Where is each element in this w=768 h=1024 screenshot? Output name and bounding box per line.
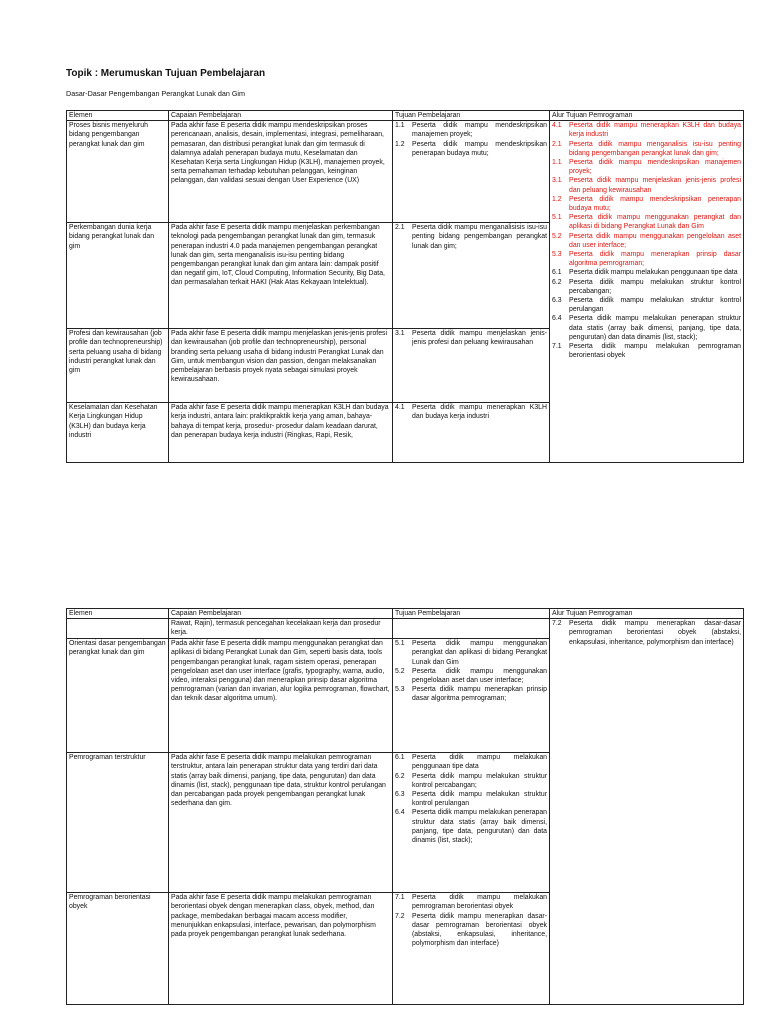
item-text: Peserta didik mampu menerapkan K3LH dan budaya kerja industri — [569, 122, 741, 139]
tujuan-item — [395, 790, 547, 808]
page-1 — [0, 0, 768, 510]
cell-tujuan — [393, 329, 550, 403]
item-number: 5.1 — [395, 640, 405, 648]
cell-capaian: Pada akhir fase E peserta didik mampu mendeskripsikan proses perencanaan, analisis, desain, implementasi, integrasi, pemeliharaan, pemasaran, dan distribusi perangkat lunak dan gim termasuk di dalamnya adalah penerapan budaya mutu, Keselamatan dan Kesehatan Kerja serta Lingkungan Hidup (K3LH), manajemen proyek, serta pemahaman terhadap kebutuhan pelanggan, keinginan pelanggan, dan validasi sesuai dengan User Experience (UX) — [169, 121, 393, 223]
item-text: Peserta didik mampu mendeskripsikan manajemen proyek; — [412, 122, 547, 139]
page-subtitle: Dasar-Dasar Pengembangan Perangkat Lunak dan Gim — [66, 89, 245, 98]
tujuan-item — [395, 121, 547, 139]
tujuan-item — [395, 772, 547, 790]
cell-capaian: Rawat, Rajin), termasuk pencegahan kecelakaan kerja dan prosedur kerja. — [169, 619, 393, 639]
cell-elemen: Proses bisnis menyeluruh bidang pengembangan perangkat lunak dan gim — [67, 121, 169, 223]
tujuan-item — [395, 329, 547, 347]
item-text: Peserta didik mampu melakukan struktur kontrol percabangan; — [569, 278, 741, 295]
item-text: Peserta didik mampu menggunakan perangkat dan aplikasi di bidang Perangkat Lunak dan Gim — [412, 640, 547, 666]
cell-capaian: Pada akhir fase E peserta didik mampu menerapkan K3LH dan budaya kerja industri, antara lain: praktikpraktik kerja yang aman, bahaya-bahaya di tempat kerja, prosedur- prosedur dalam keadaan darurat, dan penerapan budaya kerja industri (Ringkas, Rapi, Resik, — [169, 403, 393, 463]
tujuan-item — [395, 140, 547, 158]
alur-item — [552, 140, 741, 158]
item-text: Peserta didik mampu melakukan struktur kontrol perulangan — [412, 791, 547, 808]
cell-tujuan — [393, 223, 550, 329]
item-text: Peserta didik mampu melakukan penerapan struktur data statis (array baik dimensi, panjang, tipe data, pengurutan) dan data dinamis (list, stack); — [569, 315, 741, 341]
alur-item — [552, 176, 741, 194]
item-number: 5.2 — [395, 667, 405, 675]
alur-item — [552, 268, 741, 277]
item-text: Peserta didik mampu menerapkan prinsip dasar algoritma pemrograman; — [412, 686, 547, 703]
item-text: Peserta didik mampu melakukan penggunaan tipe data — [569, 269, 738, 277]
tujuan-item — [395, 912, 547, 949]
item-text: Peserta didik mampu menerapkan dasar-dasar pemrograman berorientasi obyek (abstaksi, enkapsulasi, inheritance, polymorphism dan interface) — [569, 620, 741, 646]
item-text: Peserta didik mampu melakukan struktur kontrol percabangan; — [412, 772, 547, 789]
item-text: Peserta didik mampu melakukan pemrograman berorientasi obyek — [569, 343, 741, 360]
page-2 — [0, 598, 768, 1024]
tujuan-item — [395, 808, 547, 845]
header-elemen: Elemen — [67, 609, 169, 619]
item-number: 6.4 — [395, 809, 405, 817]
item-number: 7.1 — [395, 894, 405, 902]
cell-elemen: Pemrograman terstruktur — [67, 753, 169, 893]
page-title: Topik : Merumuskan Tujuan Pembelajaran — [66, 68, 266, 79]
item-text: Peserta didik mampu melakukan pemrograman berorientasi obyek — [412, 894, 547, 911]
cell-capaian: Pada akhir fase E peserta didik mampu menjelaskan perkembangan teknologi pada pengembangan perangkat lunak dan gim, termasuk penerapan industri 4.0 pada manajemen pengembangan perangkat lunak dan gim, serta menganalisis isu-isu penting bidang pengembangan perangkat lunak dan gim antara lain: dampak positif dan negatif gim, IoT, Cloud Computing, Information Security, Big Data, dan permasalahan terkait HAKI (Hak Atas Kekayaan Intelektual). — [169, 223, 393, 329]
item-number: 4.1 — [552, 122, 562, 130]
alur-item — [552, 213, 741, 231]
item-text: Peserta didik mampu menganalisis isu-isu penting bidang pengembangan perangkat lunak dan gim; — [569, 140, 741, 157]
table-row — [67, 121, 744, 223]
item-number: 5.3 — [552, 251, 562, 259]
alur-item — [552, 195, 741, 213]
item-text: Peserta didik mampu menganalisisis isu-isu penting bidang pengembangan perangkat lunak dan gim; — [412, 224, 547, 250]
item-number: 6.3 — [395, 791, 405, 799]
item-number: 1.2 — [552, 195, 562, 203]
item-number: 3.1 — [552, 177, 562, 185]
item-number: 1.2 — [395, 140, 405, 148]
item-number: 6.3 — [552, 297, 562, 305]
alur-item — [552, 342, 741, 360]
item-text: Peserta didik mampu menggunakan perangkat dan aplikasi di bidang Perangkat Lunak dan Gim — [569, 214, 741, 231]
item-text: Peserta didik mampu menerapkan dasar-dasar pemrograman berorientasi obyek (abstaksi, enkapsulasi, inheritance, polymorphism dan interface) — [412, 912, 547, 948]
alur-item — [552, 619, 741, 647]
cell-elemen: Perkembangan dunia kerja bidang perangkat lunak dan gim — [67, 223, 169, 329]
header-alur: Alur Tujuan Pemrograman — [550, 111, 744, 121]
item-number: 7.2 — [552, 620, 562, 628]
item-number: 6.1 — [395, 754, 405, 762]
cell-capaian: Pada akhir fase E peserta didik mampu menjelaskan jenis-jenis profesi dan kewirausahan (job profile dan technopreneurship), personal branding serta peluang usaha di bidang industri Perangkat Lunak dan Gim, untuk membangun vision dan passion, dengan melaksanakan pembelajaran berbasis proyek nyata sebagai simulasi proyek kewirausahaan. — [169, 329, 393, 403]
cell-elemen: Pemrograman berorientasi obyek — [67, 893, 169, 1005]
cell-elemen: Orientasi dasar pengembangan perangkat lunak dan gim — [67, 639, 169, 753]
header-tujuan: Tujuan Pembelajaran — [393, 111, 550, 121]
item-number: 5.1 — [552, 214, 562, 222]
cell-alur — [550, 121, 744, 463]
item-text: Peserta didik mampu melakukan struktur kontrol perulangan — [569, 297, 741, 314]
cell-tujuan — [393, 403, 550, 463]
tujuan-item — [395, 667, 547, 685]
item-text: Peserta didik mampu menggunakan pengelolaan aset dan user interface; — [412, 667, 547, 685]
cell-alur — [550, 619, 744, 1005]
cell-tujuan — [393, 121, 550, 223]
header-capaian: Capaian Pembelajaran — [169, 609, 393, 619]
tujuan-item — [395, 403, 547, 421]
item-text: Peserta didik mampu melakukan penerapan struktur data statis (array baik dimensi, panjang, tipe data, pengurutan) dan data dinamis (list, stack); — [412, 809, 547, 845]
item-number: 6.2 — [395, 772, 405, 780]
tujuan-item — [395, 893, 547, 911]
item-text: Peserta didik mampu menggunakan pengelolaan aset dan user interface; — [569, 232, 741, 249]
item-number: 5.2 — [552, 232, 562, 240]
item-text: Peserta didik mampu menjelaskan jenis-jenis profesi dan peluang kewirausahan — [569, 177, 741, 194]
cell-tujuan — [393, 639, 550, 753]
cell-tujuan — [393, 619, 550, 639]
item-number: 2.1 — [395, 224, 405, 232]
item-number: 5.3 — [395, 686, 405, 694]
alur-item — [552, 278, 741, 296]
alur-item — [552, 314, 741, 342]
tujuan-item — [395, 639, 547, 667]
header-alur: Alur Tujuan Pemrograman — [550, 609, 744, 619]
header-tujuan: Tujuan Pembelajaran — [393, 609, 550, 619]
item-number: 7.2 — [395, 912, 405, 920]
tujuan-item — [395, 685, 547, 703]
item-text: Peserta didik mampu mendeskripsikan manajemen proyek; — [569, 159, 741, 176]
cell-capaian: Pada akhir fase E peserta didik mampu melakukan pemrograman berorientasi obyek dengan menerapkan class, obyek, method, dan package, membedakan berbagai macam access modifier, menunjukkan enkapsulasi, interface, pewarisan, dan polymorphism pada proyek pengembangan perangkat lunak sederhana. — [169, 893, 393, 1005]
alur-item — [552, 296, 741, 314]
item-text: Peserta didik mampu menerapkan prinsip dasar algoritma pemrograman; — [569, 251, 741, 268]
item-number: 1.1 — [395, 122, 405, 130]
cell-elemen — [67, 619, 169, 639]
header-capaian: Capaian Pembelajaran — [169, 111, 393, 121]
tujuan-item — [395, 223, 547, 251]
alur-item — [552, 158, 741, 176]
item-number: 1.1 — [552, 159, 562, 167]
cell-tujuan — [393, 753, 550, 893]
table-row — [67, 619, 744, 639]
item-text: Peserta didik mampu menerapkan K3LH dan budaya kerja industri — [412, 404, 547, 421]
item-number: 4.1 — [395, 404, 405, 412]
item-number: 2.1 — [552, 140, 562, 148]
item-number: 6.1 — [552, 269, 562, 277]
item-number: 7.1 — [552, 343, 562, 351]
alur-item — [552, 121, 741, 139]
cell-capaian: Pada akhir fase E peserta didik mampu melakukan pemrograman terstruktur, antara lain penerapan struktur data yang terdiri dari data statis (array baik dimensi, panjang, tipe data, pengurutan) dan data dinamis (list, stack), penggunaan tipe data, struktur kontrol perulangan dan percabangan pada proyek pengembangan perangkat lunak sederhana dan gim. — [169, 753, 393, 893]
cell-elemen: Keselamatan dan Kesehatan Kerja Lingkungan Hidup (K3LH) dan budaya kerja industri — [67, 403, 169, 463]
item-number: 6.2 — [552, 278, 562, 286]
alur-item — [552, 250, 741, 268]
alur-item — [552, 232, 741, 250]
item-text: Peserta didik mampu mendeskripsikan penerapan budaya mutu; — [569, 195, 741, 213]
item-text: Peserta didik mampu menjelaskan jenis-jenis profesi dan peluang kewirausahan — [412, 330, 547, 347]
item-number: 3.1 — [395, 330, 405, 338]
item-number: 6.4 — [552, 315, 562, 323]
table-page-1 — [66, 110, 744, 463]
header-elemen: Elemen — [67, 111, 169, 121]
item-text: Peserta didik mampu melakukan penggunaan tipe data — [412, 754, 547, 771]
cell-capaian: Pada akhir fase E peserta didik mampu menggunakan perangkat dan aplikasi di bidang Perangkat Lunak dan Gim, seperti basis data, tools pengembangan perangkat lunak, ragam sistem operasi, penerapan pengelolaan aset dan user interface (grafis, typography, warna, audio, video, interaksi pengguna) dan menerapkan prinsip dasar algoritma pemrograman (varian dan invarian, alur logika pemrograman, flowchart, dan teknik dasar algoritma umum). — [169, 639, 393, 753]
item-text: Peserta didik mampu mendeskripsikan penerapan budaya mutu; — [412, 140, 547, 157]
cell-elemen: Profesi dan kewirausahan (job profile dan technopreneurship) serta peluang usaha di bidang industri perangkat lunak dan gim — [67, 329, 169, 403]
cell-tujuan — [393, 893, 550, 1005]
page-gap — [0, 510, 768, 598]
table-page-2 — [66, 608, 744, 1005]
tujuan-item — [395, 753, 547, 771]
